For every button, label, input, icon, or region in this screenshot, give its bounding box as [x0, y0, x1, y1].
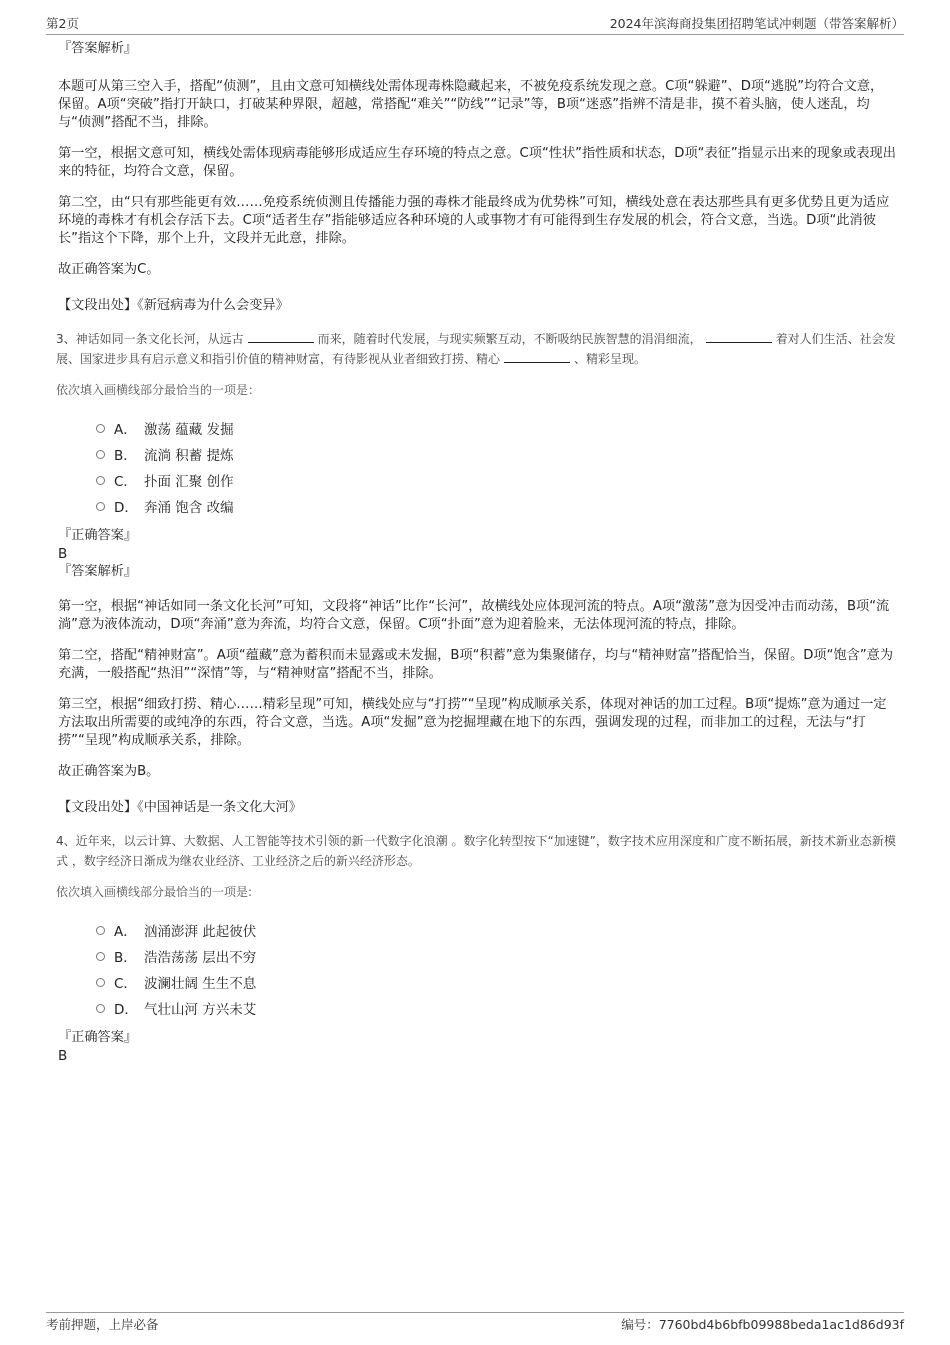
option-d[interactable]: [96, 995, 896, 1021]
option-letter: D．: [114, 1002, 138, 1018]
radio-icon[interactable]: [96, 424, 105, 433]
option-letter: A．: [114, 924, 137, 940]
option-a[interactable]: [96, 917, 896, 943]
correct-answer-label: 『正确答案』: [58, 1030, 138, 1045]
q3-final-answer: 故正确答案为B。: [58, 764, 160, 779]
q4-stem: 4、近年来，以云计算、大数据、人工智能等技术引领的新一代数字化浪潮 。数字化转型按下“加速键”，数字技术应用深度和广度不断拓展，新技术新业态新模式 ，数字经济日渐成为继农业经济、工业经济之后的新兴经济形态。: [56, 834, 896, 868]
option-d[interactable]: [96, 493, 896, 519]
q3-options: [96, 415, 896, 519]
footer-slogan: 考前押题，上岸必备: [46, 1317, 159, 1332]
option-text: 扑面 汇聚 创作: [144, 474, 234, 490]
q3-stem-part: 3、神话如同一条文化长河，从远古: [56, 332, 244, 346]
q4-answer: B: [58, 1048, 68, 1064]
option-c[interactable]: [96, 467, 896, 493]
option-text: 浩浩荡荡 层出不穷: [144, 950, 257, 966]
source-title: 《新冠病毒为什么会变异》: [137, 298, 289, 313]
q3-stem-part: 而来，随着时代发展，与现实频繁互动，不断吸纳民族智慧的涓涓细流，: [317, 332, 702, 346]
q3-stem-part: 着对人们生活、社会发展、国家进步具有启示意义和指引价值的精神财富，有待影视从业者细致打捞、精心: [56, 332, 896, 366]
q3-analysis-p3: 第三空，根据“细致打捞、精心……精彩呈现”可知，横线处应与“打捞”“呈现”构成顺承关系，体现对神话的加工过程。B项“提炼”意为通过一定方法取出所需要的或纯净的东西，符合文意，当选。A项“发掘”意为挖掘埋藏在地下的东西，强调发现的过程，而非加工的过程，无法与“打捞”“呈现”构成顺承关系，排除。: [58, 697, 887, 748]
blank-line: [248, 330, 314, 343]
q4-options: [96, 917, 896, 1021]
document-id: 编号：7760bd4b6bfb09988beda1ac1d86d93f: [621, 1317, 904, 1332]
option-text: 激荡 蕴藏 发掘: [144, 422, 234, 438]
option-a[interactable]: [96, 415, 896, 441]
source-prefix: 【文段出处】: [58, 298, 138, 313]
radio-icon[interactable]: [96, 978, 105, 987]
q2-analysis-p1: 本题可从第三空入手，搭配“侦测”，且由文意可知横线处需体现毒株隐藏起来，不被免疫系统发现之意。C项“躲避”、D项“逃脱”均符合文意，保留。A项“突破”指打开缺口，打破某种界限，超越，常搭配“难关”“防线”“记录”等，B项“迷惑”指辨不清是非，摸不着头脑，使人迷乱，均与“侦测”搭配不当，排除。: [58, 79, 884, 130]
option-c[interactable]: [96, 969, 896, 995]
q3-stem: [56, 329, 896, 369]
q3-instruction: 依次填入画横线部分最恰当的一项是：: [56, 383, 261, 397]
option-letter: A．: [114, 422, 137, 438]
q2-source: [58, 297, 896, 315]
option-letter: B．: [114, 950, 137, 966]
radio-icon[interactable]: [96, 476, 105, 485]
q3-analysis-p2: 第二空，搭配“精神财富”。A项“蕴藏”意为蓄积而未显露或未发掘，B项“积蓄”意为集聚储存，均与“精神财富”搭配恰当，保留。D项“饱含”意为充满，一般搭配“热泪”“深情”等，与“精神财富”搭配不当，排除。: [58, 648, 894, 681]
q4-instruction: 依次填入画横线部分最恰当的一项是:: [56, 885, 253, 899]
q2-analysis-p3: 第二空，由“只有那些能更有效……免疫系统侦测且传播能力强的毒株才能最终成为优势株”可知，横线处意在表达那些具有更多优势且更为适应环境的毒株才有机会存活下去。C项“适者生存”指能够适应各种环境的人或事物才有可能得到生存发展的机会，符合文意，当选。D项“此消彼长”指这个下降，那个上升，文段并无此意，排除。: [58, 195, 890, 246]
radio-icon[interactable]: [96, 926, 105, 935]
q2-final-answer: 故正确答案为C。: [58, 262, 160, 277]
option-text: 流淌 积蓄 提炼: [144, 448, 234, 464]
radio-icon[interactable]: [96, 502, 105, 511]
q3-stem-part: 、精彩呈现。: [574, 352, 647, 366]
q3-analysis-p1: 第一空，根据“神话如同一条文化长河”可知，文段将“神话”比作“长河”，故横线处应体现河流的特点。A项“激荡”意为因受冲击而动荡，B项“流淌”意为液体流动，D项“奔涌”意为奔流，均符合文意，保留。C项“扑面”意为迎着脸来，无法体现河流的特点，排除。: [58, 599, 890, 632]
option-letter: B．: [114, 448, 137, 464]
option-b[interactable]: [96, 943, 896, 969]
q3-source: [58, 799, 896, 817]
document-body: [58, 40, 896, 1065]
page-number: 第2页: [46, 16, 79, 31]
q3-answer: B: [58, 546, 68, 562]
option-text: 波澜壮阔 生生不息: [144, 976, 257, 992]
option-text: 奔涌 饱含 改编: [144, 500, 234, 516]
source-title: 《中国神话是一条文化大河》: [137, 800, 302, 815]
page-footer: [46, 1312, 904, 1333]
source-prefix: 【文段出处】: [58, 800, 138, 815]
option-b[interactable]: [96, 441, 896, 467]
analysis-label: 『答案解析』: [58, 564, 138, 579]
q2-analysis-p2: 第一空，根据文意可知，横线处需体现病毒能够形成适应生存环境的特点之意。C项“性状”指性质和状态，D项“表征”指显示出来的现象或表现出来的特征，均符合文意，保留。: [58, 146, 896, 179]
option-letter: D．: [114, 500, 138, 516]
radio-icon[interactable]: [96, 952, 105, 961]
blank-line: [504, 350, 570, 363]
option-letter: C．: [114, 976, 137, 992]
page-header: [46, 14, 904, 35]
blank-line: [706, 330, 772, 343]
analysis-label: 『答案解析』: [58, 41, 138, 56]
correct-answer-label: 『正确答案』: [58, 528, 138, 543]
radio-icon[interactable]: [96, 1004, 105, 1013]
radio-icon[interactable]: [96, 450, 105, 459]
option-text: 汹涌澎湃 此起彼伏: [144, 924, 257, 940]
option-letter: C．: [114, 474, 137, 490]
document-title: 2024年滨海商投集团招聘笔试冲刺题（带答案解析）: [609, 16, 904, 31]
option-text: 气壮山河 方兴未艾: [144, 1002, 257, 1018]
